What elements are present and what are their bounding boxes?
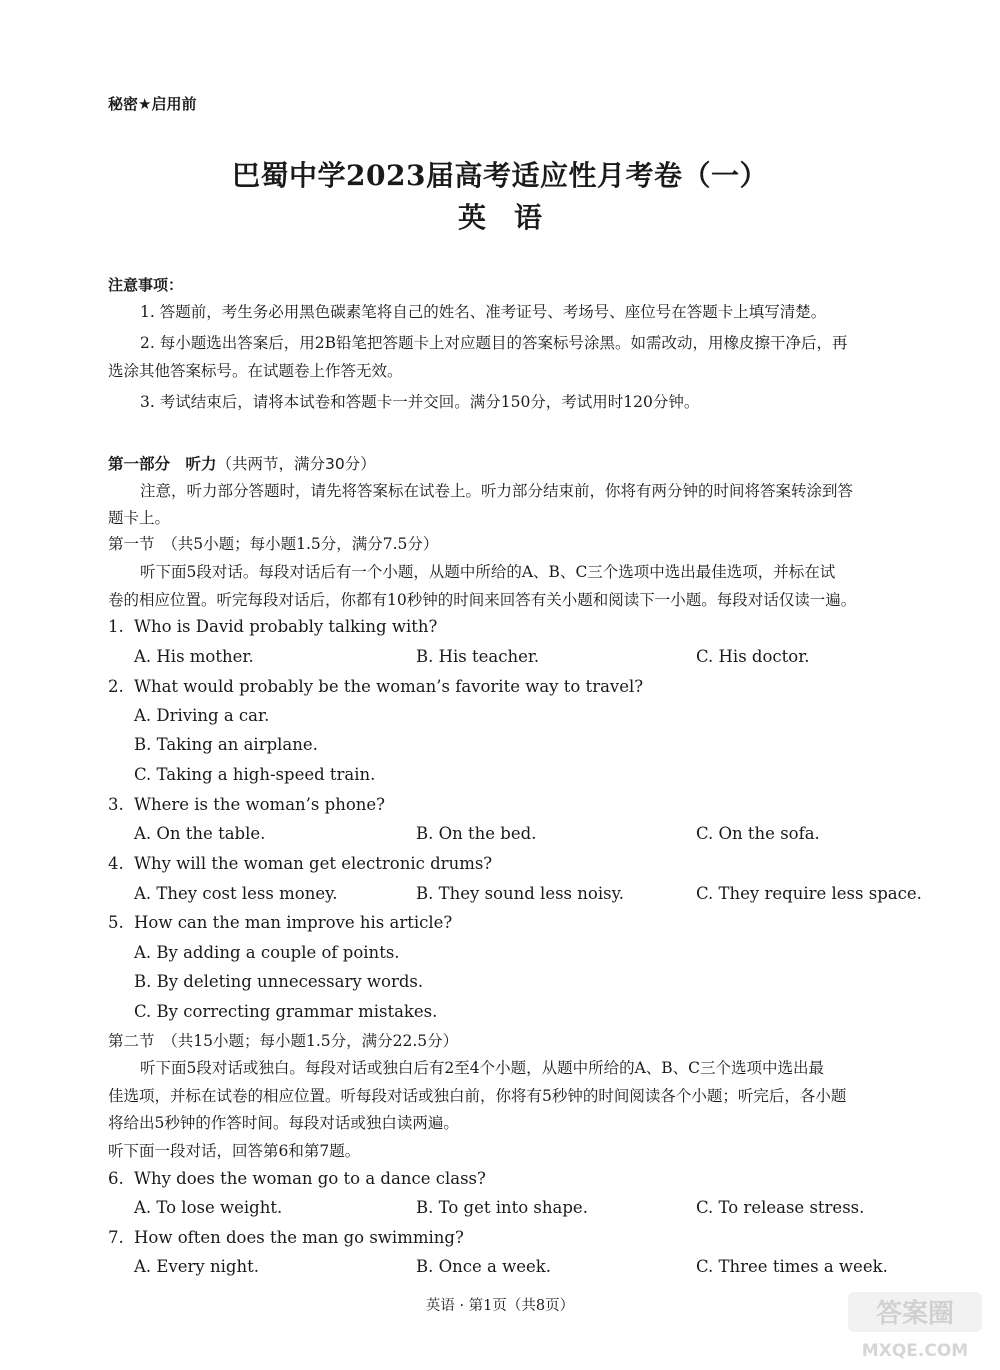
question-number: 2.	[108, 677, 124, 696]
question-text: Who is David probably talking with?	[134, 617, 438, 636]
question-number: 5.	[108, 913, 124, 932]
q5-option-c: C. By correcting grammar mistakes.	[134, 1002, 438, 1021]
q3-option-a: A. On the table.	[134, 824, 266, 843]
question-text: Where is the woman’s phone?	[134, 795, 385, 814]
q2-option-b: B. Taking an airplane.	[134, 735, 318, 754]
exam-title: 巴蜀中学2023届高考适应性月考卷（一）	[232, 159, 768, 192]
part1-intro-line-1: 注意，听力部分答题时，请先将答案标在试卷上。听力部分结束前，你将有两分钟的时间将答案转涂到答	[140, 482, 854, 500]
page-footer: 英语 · 第1页（共8页）	[425, 1298, 575, 1314]
question-text: How often does the man go swimming?	[134, 1228, 464, 1247]
q6-option-b: B. To get into shape.	[416, 1198, 588, 1217]
section1-intro-line-1: 听下面5段对话。每段对话后有一个小题，从题中所给的A、B、C三个选项中选出最佳选项，并标在试	[140, 563, 836, 581]
section1-heading: 第一节 （共5小题；每小题1.5分，满分7.5分）	[108, 535, 439, 553]
question-text: Why does the woman go to a dance class?	[134, 1169, 486, 1188]
notice-heading: 注意事项：	[108, 276, 184, 294]
part1-intro-line-2: 题卡上。	[108, 509, 171, 527]
q2-option-c: C. Taking a high-speed train.	[134, 765, 376, 784]
q4-option-a: A. They cost less money.	[134, 884, 338, 903]
question-text: How can the man improve his article?	[134, 913, 453, 932]
part1-heading	[108, 452, 376, 474]
notice-item-1: 1. 答题前，考生务必用黑色碳素笔将自己的姓名、准考证号、考场号、座位号在答题卡上填写清楚。	[140, 303, 827, 321]
q6-option-a: A. To lose weight.	[134, 1198, 283, 1217]
q3-option-c: C. On the sofa.	[696, 824, 820, 843]
q1-option-b: B. His teacher.	[416, 647, 540, 666]
question-number: 1.	[108, 617, 124, 636]
question-4	[108, 854, 492, 873]
question-7	[108, 1228, 464, 1247]
confidential-label: 秘密★启用前	[108, 95, 197, 113]
subject-title: 英语	[457, 201, 570, 234]
watermark-text: 答案圈	[875, 1299, 955, 1329]
section2-intro-line-1: 听下面5段对话或独白。每段对话或独白后有2至4个小题，从题中所给的A、B、C三个选项中选出最	[140, 1059, 825, 1077]
section2-heading: 第二节 （共15小题；每小题1.5分，满分22.5分）	[108, 1032, 459, 1050]
q1-option-a: A. His mother.	[134, 647, 254, 666]
part1-heading-rest: （共两节，满分30分）	[216, 455, 376, 473]
q4-option-c: C. They require less space.	[696, 884, 922, 903]
question-2	[108, 677, 643, 696]
part1-heading-bold: 第一部分 听力	[108, 455, 217, 473]
notice-item-2-line-2: 选涂其他答案标号。在试题卷上作答无效。	[108, 362, 403, 380]
question-6	[108, 1169, 486, 1188]
watermark-url: MXQE.COM	[861, 1341, 969, 1361]
section2-intro-line-3: 将给出5秒钟的作答时间。每段对话或独白读两遍。	[108, 1114, 459, 1132]
q7-option-c: C. Three times a week.	[696, 1257, 888, 1276]
q1-option-c: C. His doctor.	[696, 647, 810, 666]
question-number: 7.	[108, 1228, 124, 1247]
section2-instruction: 听下面一段对话，回答第6和第7题。	[108, 1142, 361, 1160]
section2-intro-line-2: 佳选项，并标在试卷的相应位置。听每段对话或独白前，你将有5秒钟的时间阅读各个小题；听完后，各小题	[108, 1087, 847, 1105]
section1-intro-line-2: 卷的相应位置。听完每段对话后，你都有10秒钟的时间来回答有关小题和阅读下一小题。每段对话仅读一遍。	[108, 591, 857, 609]
question-text: What would probably be the woman’s favorite way to travel?	[134, 677, 644, 696]
question-number: 6.	[108, 1169, 124, 1188]
q5-option-b: B. By deleting unnecessary words.	[134, 972, 424, 991]
q2-option-a: A. Driving a car.	[134, 706, 270, 725]
question-3	[108, 795, 385, 814]
question-1	[108, 617, 437, 636]
q3-option-b: B. On the bed.	[416, 824, 537, 843]
notice-item-3: 3. 考试结束后，请将本试卷和答题卡一并交回。满分150分，考试用时120分钟。	[140, 393, 700, 411]
notice-item-2-line-1: 2. 每小题选出答案后，用2B铅笔把答题卡上对应题目的答案标号涂黑。如需改动，用橡皮擦干净后，再	[140, 334, 848, 352]
question-number: 4.	[108, 854, 124, 873]
q7-option-a: A. Every night.	[134, 1257, 259, 1276]
q4-option-b: B. They sound less noisy.	[416, 884, 624, 903]
question-5	[108, 913, 452, 932]
q6-option-c: C. To release stress.	[696, 1198, 865, 1217]
watermark-logo	[846, 1284, 986, 1364]
q5-option-a: A. By adding a couple of points.	[134, 943, 400, 962]
q7-option-b: B. Once a week.	[416, 1257, 551, 1276]
question-number: 3.	[108, 795, 124, 814]
question-text: Why will the woman get electronic drums?	[134, 854, 493, 873]
